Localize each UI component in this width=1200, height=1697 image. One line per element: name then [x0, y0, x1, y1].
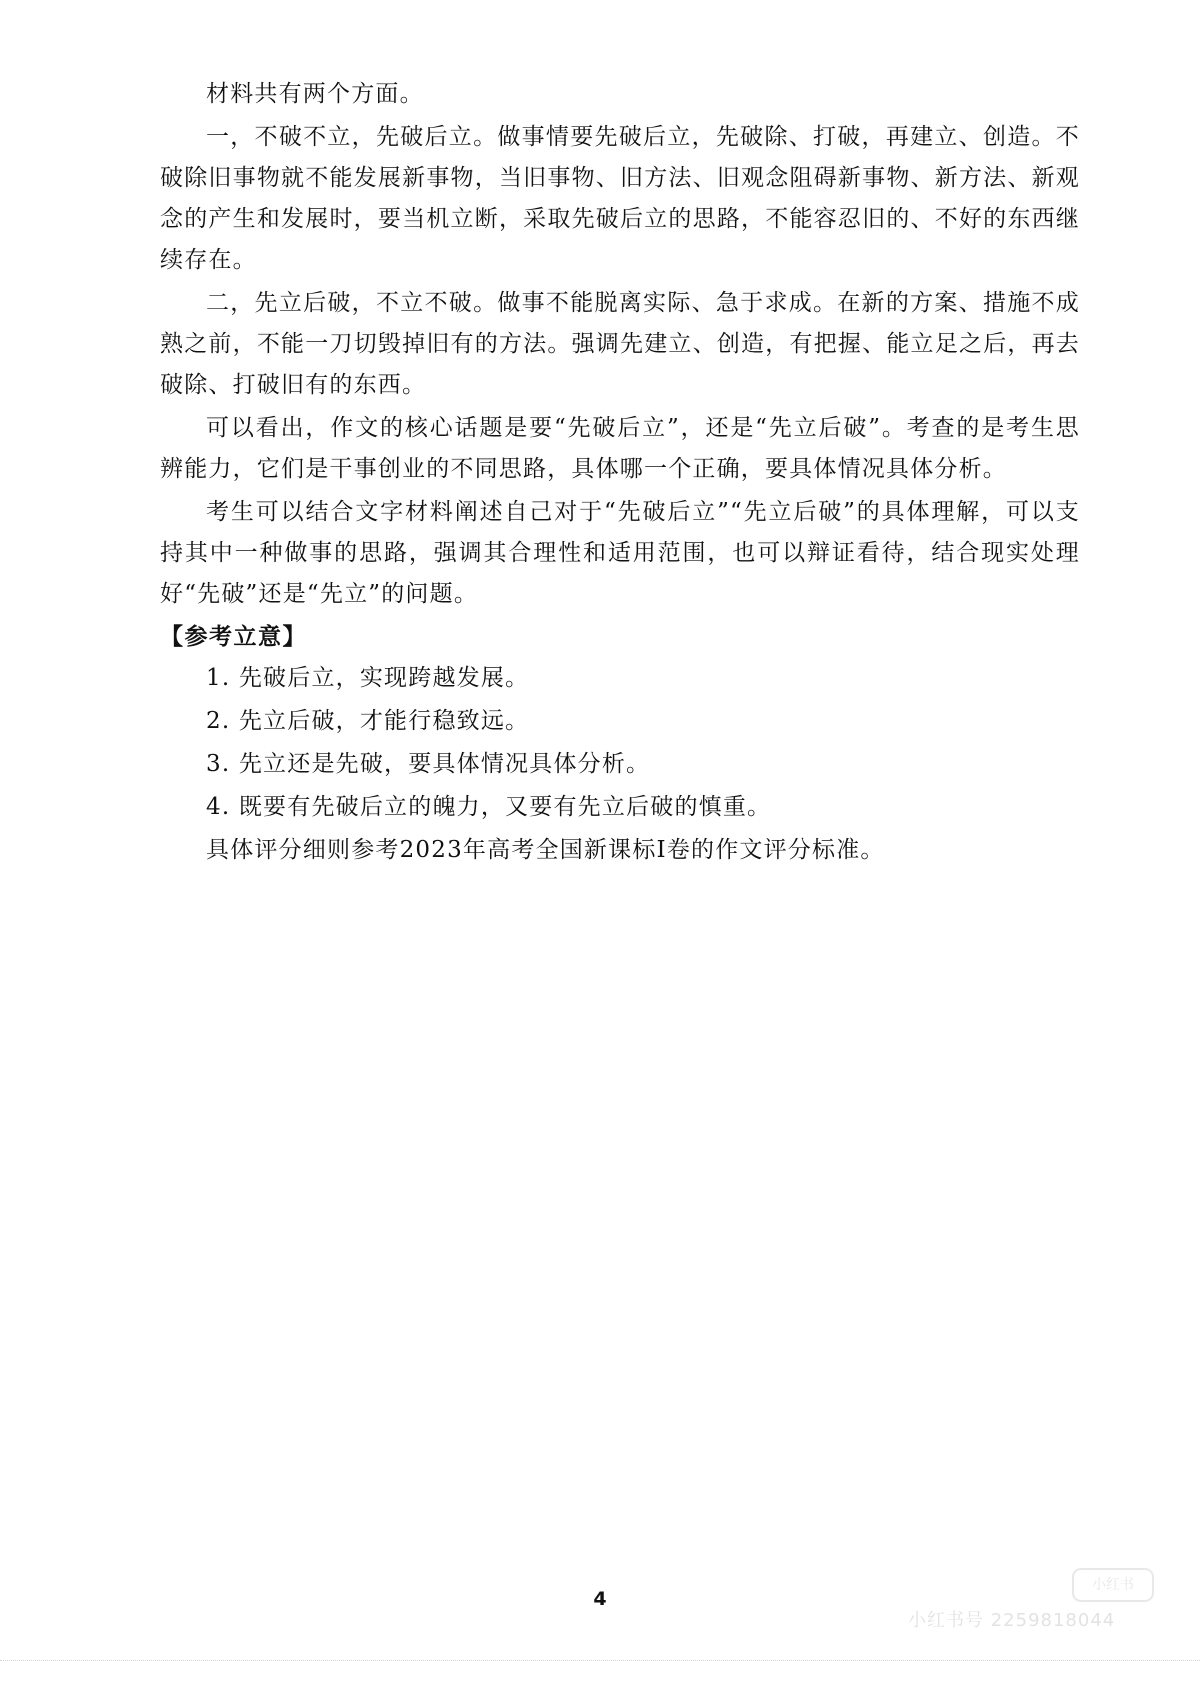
scoring-note: 具体评分细则参考2023年高考全国新课标Ⅰ卷的作文评分标准。: [206, 837, 885, 863]
page-content: [160, 74, 1080, 871]
reference-point-3: 3. 先立还是先破，要具体情况具体分析。: [206, 751, 651, 777]
bottom-divider: [0, 1660, 1200, 1661]
paragraph-guidance: 考生可以结合文字材料阐述自己对于“先破后立”“先立后破”的具体理解，可以支持其中一种做事的思路，强调其合理性和适用范围，也可以辩证看待，结合现实处理好“先破”还是“先立”的问题。: [160, 499, 1080, 607]
paragraph-core-topic: 可以看出，作文的核心话题是要“先破后立”，还是“先立后破”。考查的是考生思辨能力，它们是干事创业的不同思路，具体哪一个正确，要具体情况具体分析。: [160, 415, 1080, 482]
page-number: 4: [593, 1588, 607, 1610]
section-heading-reference: 【参考立意】: [160, 624, 307, 650]
reference-point-4: 4. 既要有先破后立的魄力，又要有先立后破的慎重。: [206, 794, 772, 820]
reference-point-2: 2. 先立后破，才能行稳致远。: [206, 708, 530, 734]
reference-points-list: [160, 658, 1080, 828]
paragraph-intro: 材料共有两个方面。: [206, 81, 424, 107]
paragraph-aspect-two: 二，先立后破，不立不破。做事不能脱离实际、急于求成。在新的方案、措施不成熟之前，不能一刀切毁掉旧有的方法。强调先建立、创造，有把握、能立足之后，再去破除、打破旧有的东西。: [160, 290, 1080, 398]
watermark: [908, 1568, 1168, 1638]
watermark-text: 小红书号 2259818044: [908, 1610, 1116, 1631]
paragraph-aspect-one: 一，不破不立，先破后立。做事情要先破后立，先破除、打破，再建立、创造。不破除旧事物就不能发展新事物，当旧事物、旧方法、旧观念阻碍新事物、新方法、新观念的产生和发展时，要当机立断，采取先破后立的思路，不能容忍旧的、不好的东西继续存在。: [160, 124, 1080, 273]
watermark-logo: 小红书: [1072, 1568, 1154, 1602]
reference-point-1: 1. 先破后立，实现跨越发展。: [206, 665, 530, 691]
